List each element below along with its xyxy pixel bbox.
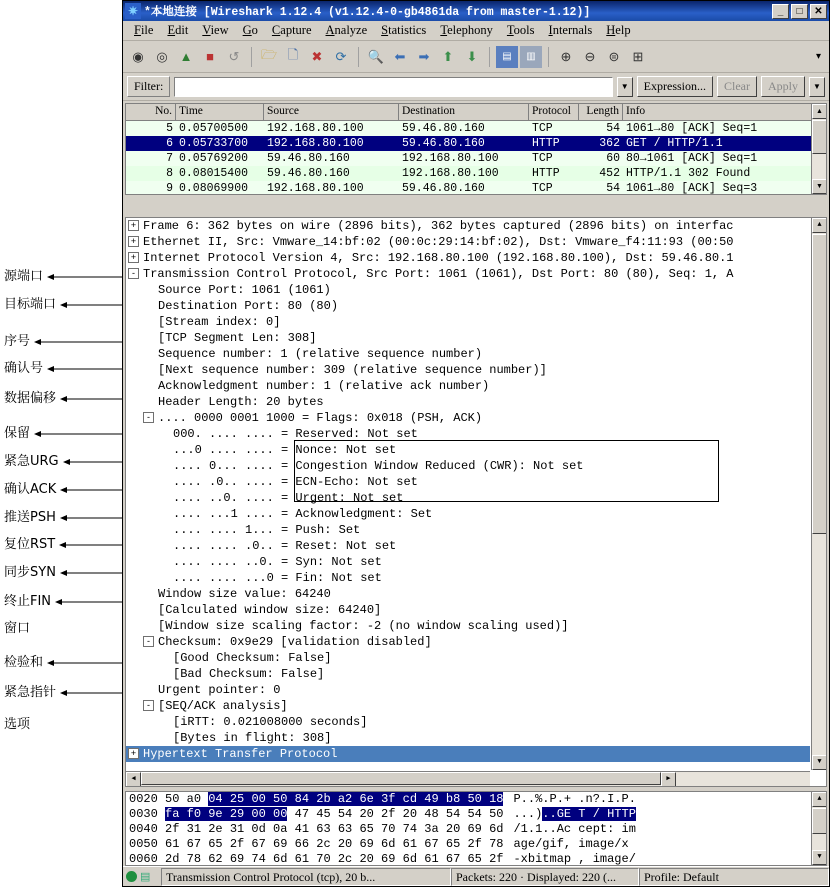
- table-row[interactable]: [126, 166, 826, 181]
- detail-row-label: [Good Checksum: False]: [173, 651, 332, 665]
- column-header-protocol[interactable]: Protocol: [529, 104, 579, 121]
- cell-destination: 59.46.80.160: [402, 122, 485, 135]
- detail-row-label: Header Length: 20 bytes: [158, 395, 324, 409]
- filter-label[interactable]: Filter:: [127, 76, 170, 97]
- hexdump-bytes-tail: 47 45 54 20 2f 20 48 54 54 50: [287, 807, 504, 821]
- detail-row-label: Window size value: 64240: [158, 587, 331, 601]
- detail-row[interactable]: [126, 682, 810, 698]
- menu-bar: [123, 21, 829, 41]
- cell-info: HTTP/1.1 302 Found: [626, 167, 751, 180]
- status-icons: [123, 870, 161, 883]
- menu-item-file[interactable]: File: [134, 23, 154, 37]
- packet-bytes-hexdump[interactable]: [126, 792, 810, 865]
- window-title: *本地连接 [Wireshark 1.12.4 (v1.12.4-0-gb4861da from master-1.12)]: [144, 6, 591, 19]
- cell-source: 59.46.80.160: [267, 167, 350, 180]
- cell-source: 192.168.80.100: [267, 137, 364, 150]
- toolbar-overflow-icon[interactable]: ▾: [815, 51, 821, 62]
- cell-destination: 192.168.80.100: [402, 167, 499, 180]
- detail-row[interactable]: [126, 730, 810, 746]
- expand-icon[interactable]: +: [128, 252, 139, 263]
- menu-item-go[interactable]: Go: [242, 23, 258, 37]
- column-header-length[interactable]: Length: [579, 104, 623, 121]
- expert-info-icon[interactable]: ▤: [140, 871, 151, 883]
- detail-scroll-up-icon[interactable]: ▲: [812, 218, 827, 233]
- hexdump-ascii: -xbitmap , image/: [513, 852, 636, 865]
- packet-detail-pane[interactable]: [125, 217, 827, 787]
- stop-capture-icon[interactable]: ■: [206, 49, 214, 64]
- annotation-label: 同步SYN: [4, 565, 56, 580]
- filter-input-wrapper[interactable]: [174, 77, 612, 97]
- detail-row[interactable]: [126, 298, 810, 314]
- detail-row[interactable]: [126, 474, 810, 490]
- bytes-scroll-down-icon[interactable]: ▼: [812, 850, 827, 865]
- detail-row-label: .... 0... .... = Congestion Window Reduced (CWR): Not set: [173, 459, 584, 473]
- cell-no: 7: [166, 152, 173, 165]
- menu-item-view[interactable]: View: [202, 23, 229, 37]
- detail-row[interactable]: [126, 490, 810, 506]
- annotation-label: 目标端口: [4, 297, 57, 312]
- menu-item-telephony[interactable]: Telephony: [440, 23, 493, 37]
- detail-row[interactable]: [126, 538, 810, 554]
- detail-row-label: [Next sequence number: 309 (relative sequence number)]: [158, 363, 547, 377]
- hexdump-offset: 0040: [129, 822, 158, 836]
- detail-row[interactable]: [126, 634, 810, 650]
- cell-time: 0.05700500: [179, 122, 249, 135]
- hexdump-ascii: age/gif, image/x: [513, 837, 629, 851]
- expression-button[interactable]: Expression...: [637, 76, 713, 97]
- filter-bar: [123, 73, 829, 101]
- packet-list-pane[interactable]: [125, 103, 827, 195]
- status-bar: [123, 866, 829, 886]
- expand-icon[interactable]: +: [128, 748, 139, 759]
- annotation-label: 确认ACK: [4, 482, 57, 497]
- table-row[interactable]: [126, 121, 826, 136]
- app-icon: ✷: [125, 3, 141, 19]
- detail-row[interactable]: [126, 282, 810, 298]
- hexdump-row[interactable]: [126, 792, 810, 807]
- annotation-arrow-icon: [60, 297, 128, 312]
- detail-row-label: [SEQ/ACK analysis]: [158, 699, 288, 713]
- apply-button[interactable]: Apply: [761, 76, 805, 97]
- detail-row-label: [Calculated window size: 64240]: [158, 603, 382, 617]
- detail-row-label: Urgent pointer: 0: [158, 683, 281, 697]
- detail-row-label: Ethernet II, Src: Vmware_14:bf:02 (00:0c:29:14:bf:02), Dst: Vmware_f4:11:93 (00:50: [143, 235, 734, 249]
- annotation-1: [4, 293, 128, 312]
- detail-row-label: [Bytes in flight: 308]: [173, 731, 332, 745]
- annotation-label: 选项: [4, 717, 31, 732]
- detail-scroll-right-icon[interactable]: ▶: [661, 772, 676, 787]
- detail-row[interactable]: [126, 234, 810, 250]
- detail-row[interactable]: [126, 314, 810, 330]
- cell-time: 0.08069900: [179, 182, 249, 195]
- window-controls: [772, 4, 827, 19]
- collapse-icon[interactable]: -: [143, 700, 154, 711]
- cell-length: 60: [606, 152, 620, 165]
- collapse-icon[interactable]: -: [143, 412, 154, 423]
- detail-row-label: .... ...1 .... = Acknowledgment: Set: [173, 507, 433, 521]
- detail-row-label: .... .... ...0 = Fin: Not set: [173, 571, 382, 585]
- cell-no: 9: [166, 182, 173, 195]
- annotation-0: [4, 265, 135, 284]
- hexdump-offset: 0020: [129, 792, 158, 806]
- cell-length: 54: [606, 182, 620, 195]
- hexdump-row[interactable]: [126, 822, 810, 837]
- detail-row[interactable]: [126, 218, 810, 234]
- hexdump-bytes-selected: fa f0 9e 29 00 00: [165, 807, 288, 821]
- detail-row[interactable]: [126, 506, 810, 522]
- detail-row-label: [TCP Segment Len: 308]: [158, 331, 317, 345]
- column-header-no[interactable]: No.: [126, 104, 176, 121]
- detail-row-label: [Stream index: 0]: [158, 315, 281, 329]
- column-header-destination[interactable]: Destination: [399, 104, 529, 121]
- detail-scrollbar-thumb[interactable]: [812, 234, 827, 534]
- hexdump-offset: 0050: [129, 837, 158, 851]
- menu-item-internals[interactable]: Internals: [548, 23, 593, 37]
- annotation-label: 推送PSH: [4, 510, 56, 525]
- bytes-scrollbar-thumb[interactable]: [812, 808, 827, 834]
- menu-item-capture[interactable]: Capture: [271, 23, 312, 37]
- save-file-icon[interactable]: 🗋: [287, 46, 299, 62]
- expand-icon[interactable]: +: [128, 220, 139, 231]
- bytes-scroll-up-icon[interactable]: ▲: [812, 792, 827, 807]
- menu-item-help[interactable]: Help: [606, 23, 631, 37]
- detail-row[interactable]: [126, 618, 810, 634]
- detail-row-label: [Window size scaling factor: -2 (no window scaling used)]: [158, 619, 569, 633]
- status-profile[interactable]: Profile: Default: [639, 868, 829, 886]
- cell-source: 192.168.80.100: [267, 182, 364, 195]
- detail-row[interactable]: [126, 394, 810, 410]
- annotation-8: [4, 506, 134, 525]
- detail-row-label: [Bad Checksum: False]: [173, 667, 325, 681]
- cell-time: 0.05769200: [179, 152, 249, 165]
- cell-info: 1061→80 [ACK] Seq=1: [626, 122, 758, 135]
- cell-protocol: TCP: [532, 122, 553, 135]
- cell-destination: 59.46.80.160: [402, 182, 485, 195]
- hexdump-ascii: ...): [513, 807, 543, 821]
- detail-row-label: 000. .... .... = Reserved: Not set: [173, 427, 418, 441]
- hexdump-row[interactable]: [126, 852, 810, 865]
- detail-row-label: Hypertext Transfer Protocol: [143, 747, 338, 761]
- go-to-last-icon[interactable]: ⬇: [466, 48, 478, 64]
- annotation-11: [4, 590, 129, 609]
- detail-scroll-down-icon[interactable]: ▼: [812, 755, 827, 770]
- detail-row-label: ...0 .... .... = Nonce: Not set: [173, 443, 397, 457]
- annotation-label: 复位RST: [4, 537, 56, 552]
- scroll-up-icon[interactable]: ▲: [812, 104, 827, 119]
- detail-row-label: Transmission Control Protocol, Src Port: 1061 (1061), Dst Port: 80 (80), Seq: 1, A: [143, 267, 734, 281]
- annotation-14: [4, 681, 128, 700]
- hexdump-offset: 0060: [129, 852, 158, 865]
- annotation-label: 保留: [4, 426, 31, 441]
- cell-info: 80→1061 [ACK] Seq=1: [626, 152, 758, 165]
- cell-no: 6: [166, 137, 173, 150]
- detail-row-label: .... 0000 0001 1000 = Flags: 0x018 (PSH, ACK): [158, 411, 483, 425]
- packet-list-header[interactable]: [126, 104, 826, 121]
- toolbar-separator-4: [548, 47, 549, 67]
- annotation-label: 源端口: [4, 269, 44, 284]
- detail-row-label: [iRTT: 0.021008000 seconds]: [173, 715, 368, 729]
- detail-row-label: Source Port: 1061 (1061): [158, 283, 331, 297]
- detail-row-label: Destination Port: 80 (80): [158, 299, 339, 313]
- cell-no: 8: [166, 167, 173, 180]
- toolbar-separator: [251, 47, 252, 67]
- find-packet-icon[interactable]: 🔍: [367, 48, 385, 64]
- detail-row[interactable]: [126, 362, 810, 378]
- annotation-10: [4, 561, 134, 580]
- capture-options-icon[interactable]: ◎: [156, 48, 168, 64]
- toolbar-separator-3: [489, 47, 490, 67]
- collapse-icon[interactable]: -: [143, 636, 154, 647]
- annotation-label: 序号: [4, 334, 31, 349]
- cell-protocol: TCP: [532, 182, 553, 195]
- filter-input[interactable]: [175, 78, 611, 96]
- detail-row[interactable]: [126, 666, 810, 682]
- detail-row[interactable]: [126, 522, 810, 538]
- detail-row-label: Sequence number: 1 (relative sequence number): [158, 347, 483, 361]
- menu-item-edit[interactable]: Edit: [167, 23, 189, 37]
- cell-length: 54: [606, 122, 620, 135]
- hexdump-ascii: /1.1..Ac cept: im: [513, 822, 636, 836]
- detail-row[interactable]: [126, 650, 810, 666]
- detail-row[interactable]: [126, 410, 810, 426]
- open-file-icon[interactable]: 🗁: [260, 46, 278, 62]
- annotation-7: [4, 478, 134, 497]
- go-to-first-icon[interactable]: ⬆: [442, 48, 454, 64]
- detail-row-label: Frame 6: 362 bytes on wire (2896 bits), 362 bytes captured (2896 bits) on interfac: [143, 219, 734, 233]
- annotation-label: 检验和: [4, 655, 44, 670]
- cell-source: 59.46.80.160: [267, 152, 350, 165]
- toolbar: [123, 41, 829, 73]
- cell-no: 5: [166, 122, 173, 135]
- table-row[interactable]: [126, 151, 826, 166]
- hexdump-bytes: 50 a0: [165, 792, 209, 806]
- colorize-icon[interactable]: ▤: [496, 46, 518, 68]
- detail-row[interactable]: [126, 330, 810, 346]
- hexdump-row[interactable]: [126, 807, 810, 822]
- annotation-label: 确认号: [4, 361, 44, 376]
- table-row[interactable]: [126, 181, 826, 195]
- cell-destination: 59.46.80.160: [402, 137, 485, 150]
- hexdump-bytes: 61 67 65 2f 67 69 66 2c 20 69 6d 61 67 65 2f 78: [165, 837, 504, 851]
- annotation-arrow-icon: [55, 594, 129, 609]
- detail-row-label: Acknowledgment number: 1 (relative ack number): [158, 379, 490, 393]
- cell-protocol: TCP: [532, 152, 553, 165]
- packet-list-scrollbar[interactable]: [811, 104, 826, 194]
- annotation-label: 窗口: [4, 621, 31, 636]
- hexdump-ascii-selected: ..GE T / HTTP: [542, 807, 636, 821]
- detail-row[interactable]: [126, 346, 810, 362]
- cell-source: 192.168.80.100: [267, 122, 364, 135]
- reload-icon[interactable]: ⟳: [335, 48, 347, 64]
- detail-hscrollbar[interactable]: [126, 771, 810, 786]
- bytes-scrollbar[interactable]: [811, 792, 826, 865]
- detail-row[interactable]: [126, 554, 810, 570]
- title-bar: [123, 1, 829, 21]
- detail-row[interactable]: [126, 698, 810, 714]
- detail-row[interactable]: [126, 458, 810, 474]
- expand-icon[interactable]: +: [128, 236, 139, 247]
- detail-row[interactable]: [126, 602, 810, 618]
- scroll-down-icon[interactable]: ▼: [812, 179, 827, 194]
- scrollbar-thumb[interactable]: [812, 120, 827, 154]
- wireshark-window: [122, 0, 830, 887]
- annotation-label: 终止FIN: [4, 594, 52, 609]
- detail-row[interactable]: [126, 586, 810, 602]
- column-header-time[interactable]: Time: [176, 104, 264, 121]
- annotation-15: [4, 713, 30, 732]
- packet-bytes-pane[interactable]: [125, 791, 827, 866]
- detail-row[interactable]: [126, 570, 810, 586]
- cell-info: 1061→80 [ACK] Seq=3: [626, 182, 758, 195]
- restart-capture-icon[interactable]: ↺: [228, 48, 240, 64]
- packet-detail-tree[interactable]: [126, 218, 810, 770]
- hexdump-row[interactable]: [126, 837, 810, 852]
- resize-columns-icon[interactable]: ⊞: [632, 48, 644, 64]
- annotation-arrow-icon: [60, 391, 128, 406]
- packet-list-body[interactable]: [126, 121, 826, 195]
- cell-time: 0.08015400: [179, 167, 249, 180]
- detail-row[interactable]: [126, 442, 810, 458]
- annotation-label: 紧急URG: [4, 454, 59, 469]
- zoom-out-icon[interactable]: ⊖: [584, 48, 596, 64]
- detail-scrollbar[interactable]: [811, 218, 826, 770]
- go-back-icon[interactable]: ⬅: [394, 48, 406, 64]
- go-forward-icon[interactable]: ➡: [418, 48, 430, 64]
- table-row[interactable]: [126, 136, 826, 151]
- hexdump-offset: 0030: [129, 807, 158, 821]
- start-capture-icon[interactable]: ▲: [179, 49, 193, 64]
- toolbar-separator-2: [358, 47, 359, 67]
- cell-protocol: HTTP: [532, 137, 560, 150]
- annotation-6: [4, 450, 137, 469]
- annotation-9: [4, 533, 133, 552]
- annotation-12: [4, 617, 30, 636]
- zoom-in-icon[interactable]: ⊕: [560, 48, 572, 64]
- interfaces-icon[interactable]: ◉: [132, 48, 144, 64]
- cell-time: 0.05733700: [179, 137, 249, 150]
- clear-button[interactable]: Clear: [717, 76, 757, 97]
- menu-item-tools[interactable]: Tools: [506, 23, 535, 37]
- detail-row-label: .... .... 1... = Push: Set: [173, 523, 361, 537]
- cell-destination: 192.168.80.100: [402, 152, 499, 165]
- hexdump-bytes-selected: 04 25 00 50 84 2b a2 6e 3f cd 49 b8 50 18: [208, 792, 504, 806]
- hexdump-bytes: 2f 31 2e 31 0d 0a 41 63 63 65 70 74 3a 20 69 6d: [165, 822, 504, 836]
- detail-hscrollbar-thumb[interactable]: [141, 772, 661, 785]
- menu-item-statistics[interactable]: Statistics: [381, 23, 427, 37]
- detail-row-label: .... .0.. .... = ECN-Echo: Not set: [173, 475, 418, 489]
- detail-row-label: .... .... ..0. = Syn: Not set: [173, 555, 382, 569]
- maximize-button[interactable]: □: [791, 4, 808, 19]
- auto-scroll-icon[interactable]: ▥: [520, 46, 542, 68]
- close-file-icon[interactable]: ✖: [311, 48, 323, 64]
- detail-row[interactable]: [126, 266, 810, 282]
- capture-state-icon[interactable]: [126, 871, 137, 882]
- annotation-label: 紧急指针: [4, 685, 57, 700]
- status-packet-counts: Packets: 220 · Displayed: 220 (...: [451, 868, 639, 886]
- detail-scroll-left-icon[interactable]: ◀: [126, 772, 141, 787]
- menu-item-analyze[interactable]: Analyze: [325, 23, 368, 37]
- collapse-icon[interactable]: -: [128, 268, 139, 279]
- cell-length: 452: [599, 167, 620, 180]
- detail-row-label: .... .... .0.. = Reset: Not set: [173, 539, 397, 553]
- hexdump-bytes: 2d 78 62 69 74 6d 61 70 2c 20 69 6d 61 67 65 2f: [165, 852, 504, 865]
- hexdump-ascii: P..%.P.+ .n?.I.P.: [513, 792, 636, 806]
- cell-info: GET / HTTP/1.1: [626, 137, 723, 150]
- column-header-info[interactable]: Info: [623, 104, 826, 121]
- detail-row[interactable]: [126, 378, 810, 394]
- detail-row-label: .... ..0. .... = Urgent: Not set: [173, 491, 404, 505]
- status-left-text: Transmission Control Protocol (tcp), 20 b...: [161, 868, 451, 886]
- close-button[interactable]: ✕: [810, 4, 827, 19]
- annotation-arrow-icon: [60, 685, 128, 700]
- cell-length: 362: [599, 137, 620, 150]
- zoom-reset-icon[interactable]: ⊜: [608, 48, 620, 64]
- annotation-4: [4, 387, 128, 406]
- filter-history-chevron-down-icon[interactable]: ▼: [617, 77, 633, 97]
- annotation-label: 数据偏移: [4, 391, 57, 406]
- minimize-button[interactable]: _: [772, 4, 789, 19]
- detail-row-label: Internet Protocol Version 4, Src: 192.168.80.100 (192.168.80.100), Dst: 59.46.80.1: [143, 251, 734, 265]
- detail-row-selected[interactable]: [126, 746, 810, 762]
- detail-row[interactable]: [126, 426, 810, 442]
- detail-row[interactable]: [126, 250, 810, 266]
- column-header-source[interactable]: Source: [264, 104, 399, 121]
- detail-row[interactable]: [126, 714, 810, 730]
- filter-bookmarks-chevron-down-icon[interactable]: ▼: [809, 77, 825, 97]
- detail-row-label: Checksum: 0x9e29 [validation disabled]: [158, 635, 432, 649]
- cell-protocol: HTTP: [532, 167, 560, 180]
